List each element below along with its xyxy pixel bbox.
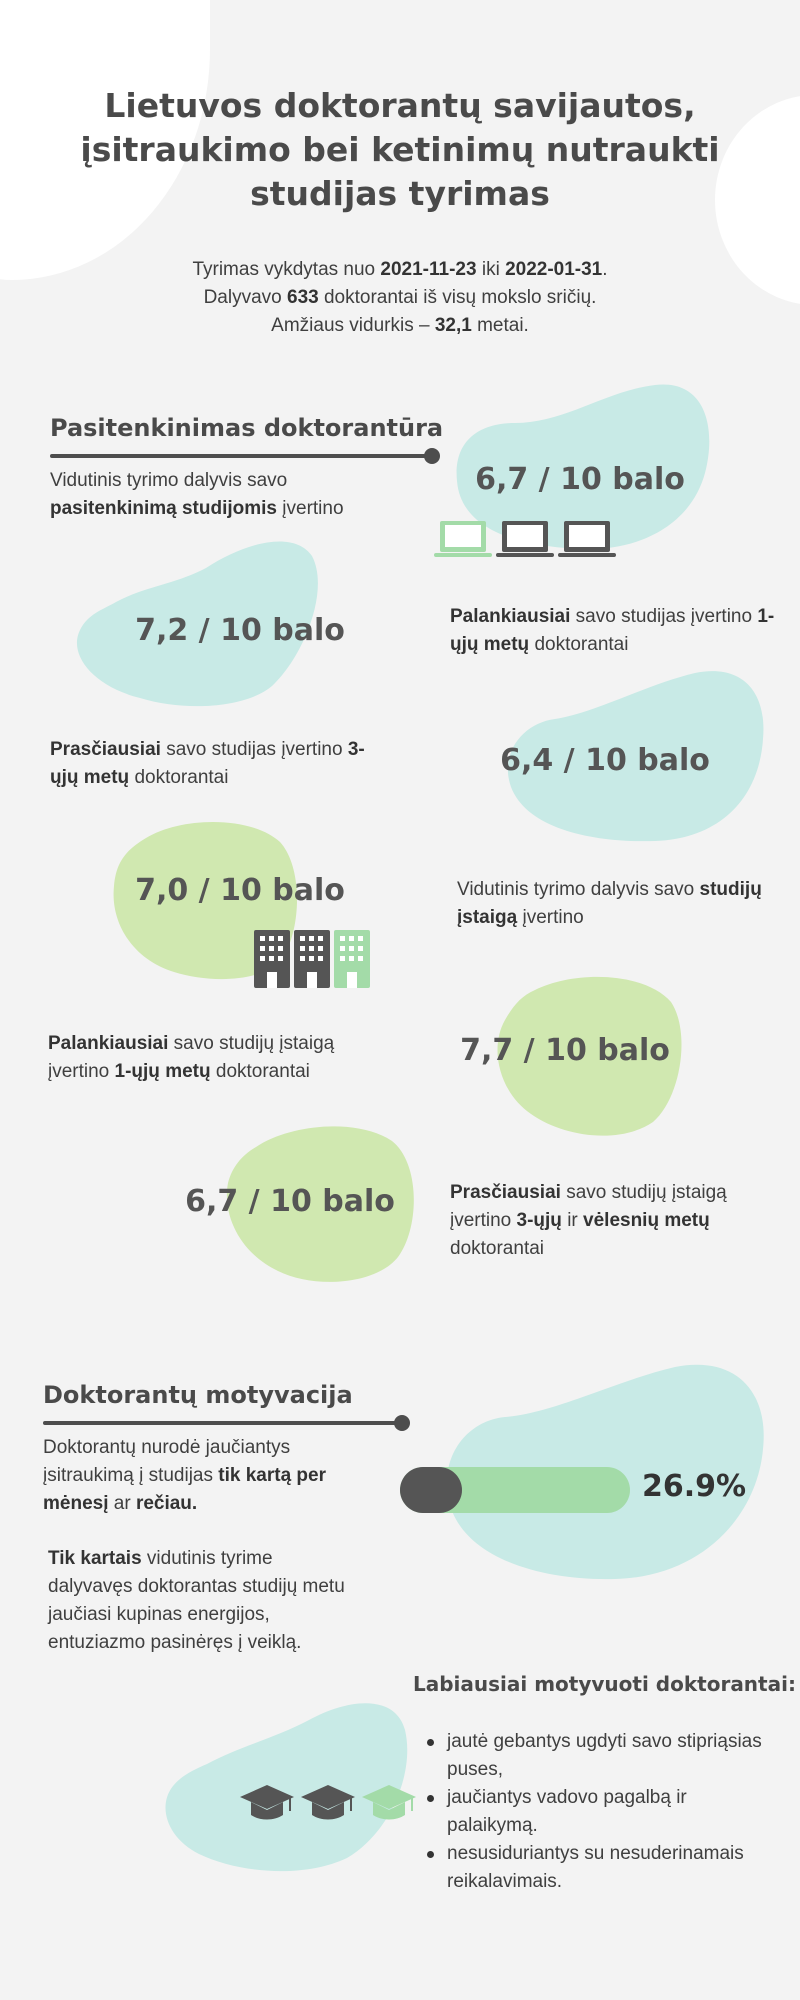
study-worst-text: Prasčiausiai savo studijas įvertino 3-ųjų metų doktorantai <box>50 739 365 788</box>
motivation-heading: Doktorantų motyvacija <box>43 1381 353 1409</box>
satisfaction-heading-rule-dot <box>424 448 440 464</box>
laptop-icon <box>434 519 616 561</box>
satisfaction-heading-rule <box>50 454 432 458</box>
institution-worst-text: Prasčiausiai savo studijų įstaigą įvertino 3-ųjų ir vėlesnių metų doktorantai <box>450 1182 727 1259</box>
institution-best-score: 7,7 / 10 balo <box>460 1033 670 1068</box>
laptop-icon-group <box>434 519 616 561</box>
engagement-text: Doktorantų nurodė jaučiantys įsitraukimą į studijas tik kartą per mėnesį ar rečiau. <box>43 1437 327 1514</box>
engagement-progress-fill <box>400 1467 462 1513</box>
study-average-text: Vidutinis tyrimo dalyvis savo pasitenkinimą studijomis įvertino <box>50 470 344 519</box>
graduation-cap-icon-group <box>240 1783 420 1825</box>
most-motivated-title: Labiausiai motyvuoti doktorantai: <box>413 1672 796 1696</box>
satisfaction-heading: Pasitenkinimas doktorantūra <box>50 414 444 442</box>
survey-period: Tyrimas vykdytas nuo 2021-11-23 iki 2022-01-31. <box>192 259 608 280</box>
survey-intro <box>100 256 700 340</box>
study-average-score: 6,7 / 10 balo <box>475 462 685 497</box>
engagement-progress-bar <box>400 1467 630 1513</box>
list-item: nesusiduriantys su nesuderinamais reikalavimais. <box>425 1840 765 1896</box>
graduation-cap-icon <box>240 1783 420 1825</box>
participant-count: Dalyvavo 633 doktorantai iš visų mokslo sričių. <box>203 287 597 308</box>
most-motivated-list <box>425 1728 765 1896</box>
list-item: jautė gebantys ugdyti savo stipriąsias puses, <box>425 1728 765 1784</box>
background-blob-right <box>715 95 800 305</box>
page-title: Lietuvos doktorantų savijautos, įsitraukimo bei ketinimų nutraukti studijas tyrimas <box>80 86 720 213</box>
building-icon <box>254 928 372 988</box>
engagement-percent: 26.9% <box>642 1469 747 1504</box>
institution-worst-score: 6,7 / 10 balo <box>185 1184 395 1219</box>
institution-average-score: 7,0 / 10 balo <box>135 873 345 908</box>
institution-average-text: Vidutinis tyrimo dalyvis savo studijų įstaigą įvertino <box>457 879 762 928</box>
institution-best-text: Palankiausiai savo studijų įstaigą įvertino 1-ųjų metų doktorantai <box>48 1033 335 1082</box>
study-best-text: Palankiausiai savo studijas įvertino 1-ųjų metų doktorantai <box>450 606 775 655</box>
motivation-heading-rule <box>43 1421 405 1425</box>
energy-text: Tik kartais vidutinis tyrime dalyvavęs doktorantas studijų metu jaučiasi kupinas energijos, entuziazmo pasinėręs į veiklą. <box>48 1548 345 1653</box>
study-best-score: 7,2 / 10 balo <box>135 613 345 648</box>
motivation-heading-rule-dot <box>394 1415 410 1431</box>
building-icon-group <box>254 928 372 988</box>
average-age: Amžiaus vidurkis – 32,1 metai. <box>271 315 529 336</box>
study-worst-score: 6,4 / 10 balo <box>500 743 710 778</box>
list-item: jaučiantys vadovo pagalbą ir palaikymą. <box>425 1784 765 1840</box>
